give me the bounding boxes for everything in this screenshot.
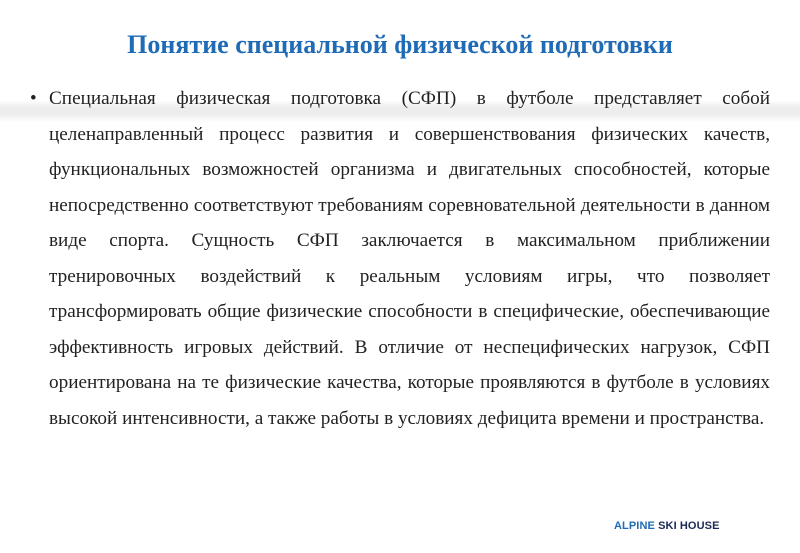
- bullet-icon: •: [30, 88, 37, 109]
- slide-title: Понятие специальной физической подготовки: [127, 30, 673, 59]
- logo-part-alpine: ALPINE: [614, 520, 655, 532]
- company-logo: [614, 520, 720, 532]
- logo-part-ski-house: SKI HOUSE: [658, 520, 720, 532]
- body-paragraph: Специальная физическая подготовка (СФП) в футболе представляет собой целенаправленный процесс развития и совершенствования физических качеств, функциональных возможностей организма и двигательных способностей, которые непосредственно соответствуют требованиям соревновательной деятельности в данном виде спорта. Сущность СФП заключается в максимальном приближении тренировочных воздействий к реальным условиям игры, что позволяет трансформировать общие физические способности в специфические, обеспечивающие эффективность игровых действий. В отличие от неспецифических нагрузок, СФП ориентирована на те физические качества, которые проявляются в футболе в условиях высокой интенсивности, а также работы в условиях дефицита времени и пространства.: [49, 88, 770, 429]
- content-block: [30, 81, 770, 436]
